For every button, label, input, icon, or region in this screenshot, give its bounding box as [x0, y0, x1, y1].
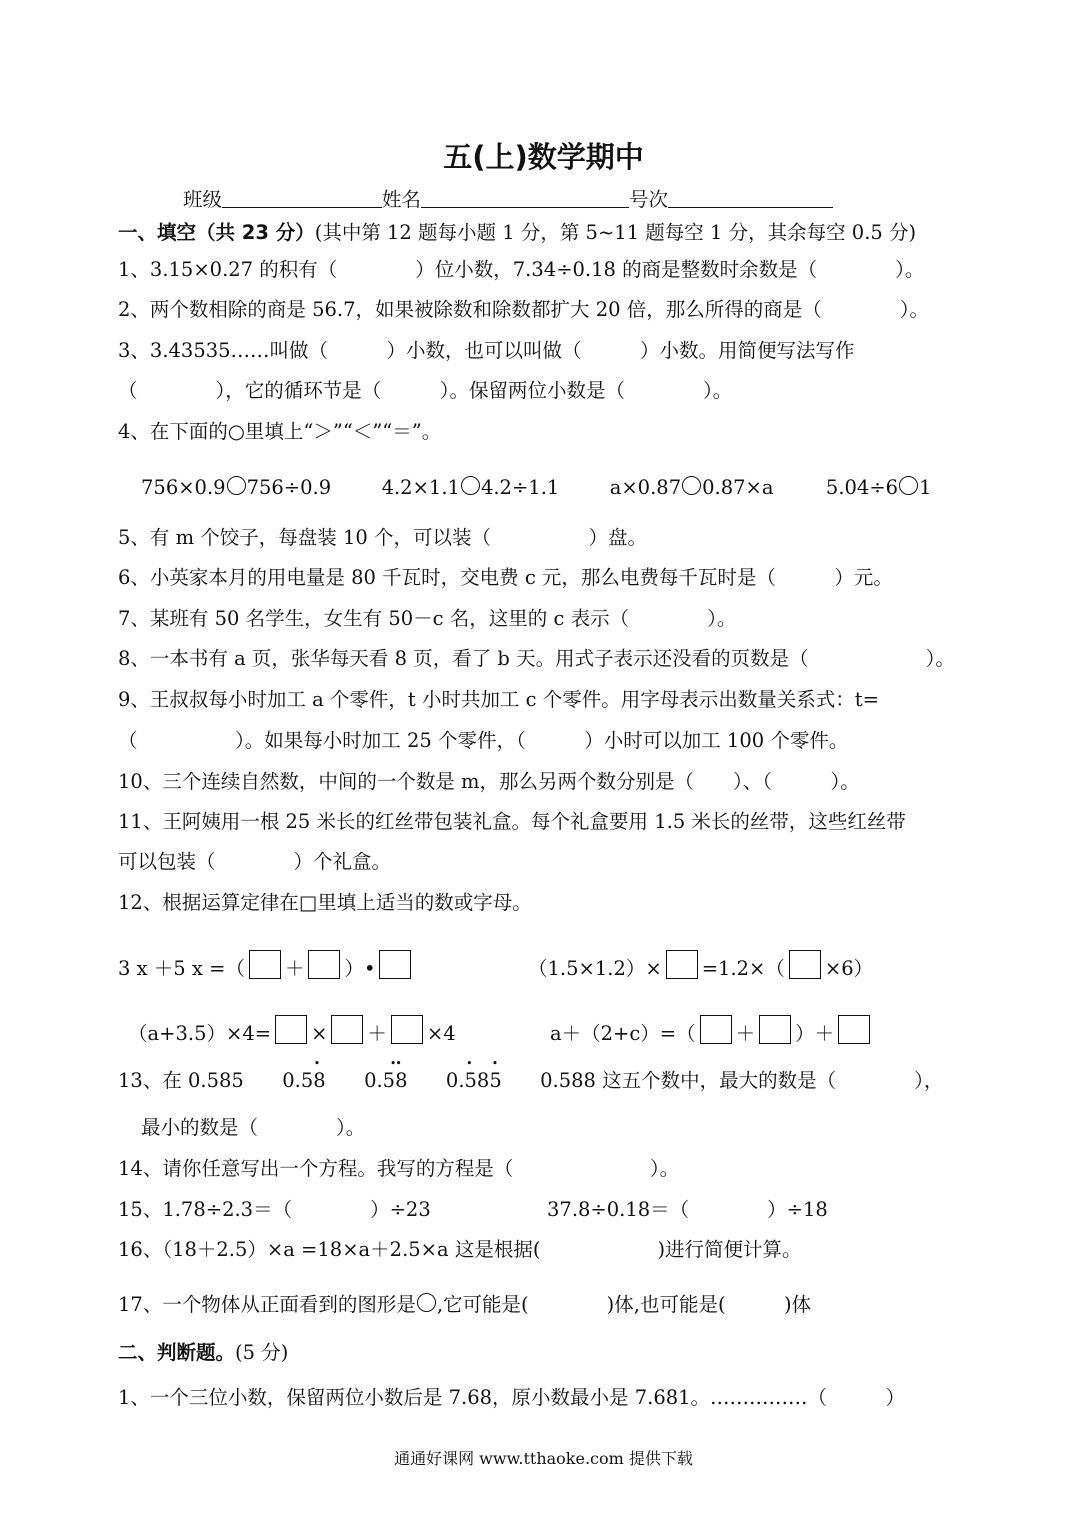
question-9-line-2: （ ）。如果每小时加工 25 个零件，（ ）小时可以加工 100 个零件。: [118, 729, 849, 752]
question-5: 5、有 m 个饺子，每盘装 10 个，可以装（ ）盘。: [118, 526, 648, 549]
section-2-points: (5 分): [235, 1341, 289, 1364]
judge-question-1: 1、一个三位小数，保留两位小数后是 7.68，原小数最小是 7.681。……………（ ）: [118, 1386, 906, 1409]
q4-item-4-left: 5.04÷6: [825, 476, 899, 499]
class-blank: [222, 187, 382, 208]
question-12-text: 12、根据运算定律在□里填上适当的数或字母。: [118, 891, 532, 914]
q4-item-1-left: 756×0.9: [141, 476, 226, 499]
answer-box[interactable]: [308, 950, 340, 979]
q13-number-3: [364, 1057, 408, 1094]
question-8: 8、一本书有 a 页，张华每天看 8 页，看了 b 天。用式子表示还没看的页数是（ ）。: [118, 647, 955, 670]
question-11-line-1: 11、王阿姨用一根 25 米长的红丝带包装礼盒。每个礼盒要用 1.5 米长的丝带，这些红丝带: [118, 810, 906, 833]
repeat-dots: ••: [389, 1057, 401, 1070]
section-1-header: [118, 220, 916, 246]
q4-item-3-right: 0.87×a: [702, 476, 774, 499]
answer-box[interactable]: [391, 1015, 423, 1044]
question-11-line-2: 可以包装（ ）个礼盒。: [118, 850, 392, 873]
answer-box[interactable]: [789, 950, 821, 979]
name-label: 姓名: [382, 188, 422, 211]
q12-e2-right: ×6）: [824, 957, 874, 980]
page-title: 五(上)数学期中: [443, 140, 644, 174]
answer-box[interactable]: [249, 950, 281, 979]
q12-e1-left: 3 x ＋5 x =（: [118, 957, 245, 980]
q12-e4-close: ）＋: [795, 1022, 835, 1045]
q12-e3-right: ×4: [426, 1022, 456, 1045]
circle-blank: [227, 476, 246, 495]
answer-box[interactable]: [838, 1015, 870, 1044]
question-15-part-2: 37.8÷0.18＝（ ）÷18: [547, 1198, 828, 1221]
question-3-line-1: 3、3.43535……叫做（ ）小数，也可以叫做（ ）小数。用简便写法写作: [118, 339, 855, 362]
q13-number-2-text: 0.58: [282, 1069, 326, 1092]
repeat-dot: •: [491, 1057, 499, 1070]
q13-number-1: 13、在 0.585: [118, 1069, 244, 1092]
section-1-heading: 一、填空（共 23 分）: [118, 221, 315, 244]
q12-e3-times: ×: [311, 1022, 328, 1045]
question-14: 14、请你任意写出一个方程。我写的方程是（ ）。: [118, 1157, 680, 1180]
number-blank: [668, 187, 833, 208]
question-4: 4、在下面的○里填上“＞”“＜”“＝”。: [118, 420, 442, 443]
answer-box[interactable]: [275, 1015, 307, 1044]
q12-e3-left: （a+3.5）×4=: [128, 1022, 272, 1045]
q12-e4-plus: ＋: [735, 1022, 756, 1045]
question-7: 7、某班有 50 名学生，女生有 50－c 名，这里的 c 表示（ ）。: [118, 607, 737, 630]
section-2-heading: 二、判断题。: [118, 1341, 236, 1364]
q13-suffix: 0.588 这五个数中，最大的数是（ ），: [540, 1069, 944, 1092]
question-3-line-2: （ ），它的循环节是（ ）。保留两位小数是（ ）。: [118, 379, 733, 402]
circle-blank: [682, 476, 701, 495]
q12-expression-4: [550, 1015, 874, 1047]
section-2-header: [118, 1340, 288, 1366]
q12-e1-plus: ＋: [284, 957, 305, 980]
answer-box[interactable]: [379, 950, 411, 979]
question-13-line-2: 最小的数是（ ）。: [141, 1116, 366, 1139]
question-16: 16、（18＋2.5）×a =18×a＋2.5×a 这是根据( )进行简便计算。: [118, 1238, 802, 1261]
question-15-part-1: 15、1.78÷2.3＝（ ）÷23: [118, 1198, 431, 1221]
q12-expression-3: [128, 1015, 456, 1047]
q13-number-4-text: 0.585: [445, 1069, 502, 1092]
question-4-items: [141, 475, 932, 501]
q4-item-2-right: 4.2÷1.1: [480, 476, 560, 499]
q12-expression-2: [528, 950, 873, 982]
q4-item-4-right: 1: [919, 476, 932, 499]
number-label: 号次: [629, 188, 669, 211]
q4-item-2-left: 4.2×1.1: [381, 476, 460, 499]
answer-box[interactable]: [331, 1015, 363, 1044]
section-1-note: (其中第 12 题每小题 1 分，第 5~11 题每空 1 分，其余每空 0.5 分): [314, 221, 917, 244]
name-blank: [421, 187, 629, 208]
q17-after: ,它可能是( )体,也可能是( )体: [436, 1293, 812, 1316]
q4-item-1-right: 756÷0.9: [246, 476, 332, 499]
q13-number-4: [445, 1057, 502, 1094]
question-2: 2、两个数相除的商是 56.7，如果被除数和除数都扩大 20 倍，那么所得的商是（ ）。: [118, 298, 929, 321]
q4-item-3-left: a×0.87: [609, 476, 682, 499]
q12-expression-1: [118, 950, 415, 982]
q12-e2-left: （1.5×1.2）×: [528, 957, 662, 980]
question-13-line-1: [118, 1057, 944, 1094]
footer-text: 通通好课网 www.tthaoke.com 提供下载: [394, 1449, 693, 1468]
q12-e4-left: a＋（2+c）=（: [550, 1022, 696, 1045]
question-12: [118, 890, 532, 916]
q13-number-3-text: 0.58: [364, 1069, 408, 1092]
question-1: 1、3.15×0.27 的积有（ ）位小数，7.34÷0.18 的商是整数时余数是（ ）。: [118, 258, 925, 281]
repeat-dot: •: [466, 1057, 473, 1070]
question-17: [118, 1292, 811, 1318]
answer-box[interactable]: [666, 950, 698, 979]
student-info-row: [183, 187, 833, 213]
q17-before: 17、一个物体从正面看到的图形是: [118, 1293, 416, 1316]
answer-box[interactable]: [759, 1015, 791, 1044]
circle-shape: [417, 1293, 436, 1312]
circle-blank: [899, 476, 918, 495]
class-label: 班级: [183, 188, 223, 211]
q12-e3-plus: ＋: [367, 1022, 387, 1045]
q12-e1-close: ）•: [344, 957, 376, 980]
question-9-line-1: 9、王叔叔每小时加工 a 个零件，t 小时共加工 c 个零件。用字母表示出数量关系式：t=: [118, 688, 879, 711]
circle-blank: [461, 476, 480, 495]
repeat-dot: •: [313, 1057, 321, 1070]
q12-e2-mid: =1.2×（: [701, 957, 785, 980]
question-10: 10、三个连续自然数，中间的一个数是 m，那么另两个数分别是（ ）、（ ）。: [118, 770, 860, 793]
answer-box[interactable]: [700, 1015, 732, 1044]
question-6: 6、小英家本月的用电量是 80 千瓦时，交电费 c 元，那么电费每千瓦时是（ ）元。: [118, 566, 893, 589]
q13-number-2: [282, 1057, 326, 1094]
